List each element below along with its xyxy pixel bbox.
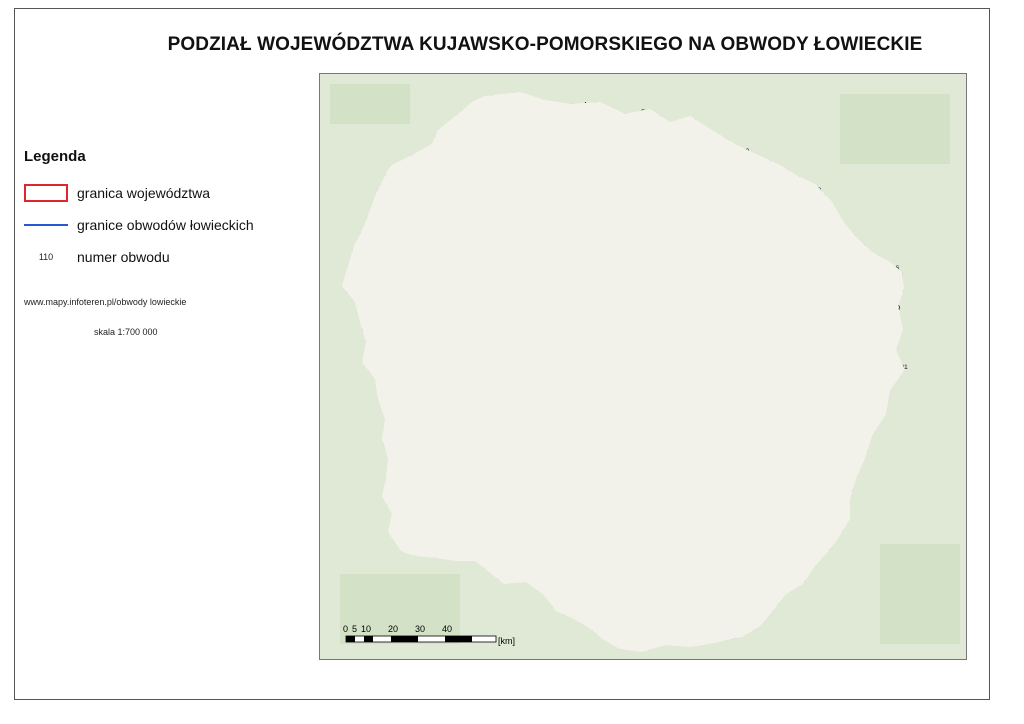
district-number: 115 [544, 283, 556, 291]
district-number: 166 [784, 340, 796, 348]
district-number: 37 [524, 177, 533, 185]
district-number: 271 [423, 488, 435, 496]
district-number: 51 [431, 206, 440, 214]
district-number: 70 [447, 223, 456, 231]
district-number: 12 [579, 127, 587, 135]
district-number: 171 [370, 357, 382, 365]
district-number: 269 [831, 469, 844, 477]
district-number: 240 [650, 445, 662, 452]
district-number: 76 [600, 235, 608, 243]
district-number: 172 [388, 369, 400, 377]
district-number: 71 [469, 235, 477, 243]
scale-tick-label: 0 [343, 624, 349, 634]
district-number: 233 [467, 441, 480, 449]
district-number: 26 [627, 158, 636, 166]
district-number: 116 [577, 275, 589, 283]
district-number: 156 [518, 335, 531, 343]
district-number: 36 [505, 181, 514, 189]
district-number: 258 [573, 459, 586, 467]
district-number: 22 [534, 149, 543, 157]
district-number: 212 [418, 408, 430, 416]
district-number: 197 [531, 385, 543, 392]
district-number: 2 [506, 94, 511, 102]
district-number: 134 [500, 316, 513, 324]
district-number: 122 [739, 291, 752, 299]
district-number: 3 [530, 97, 534, 105]
district-number: 126 [840, 276, 852, 284]
district-number: 216 [529, 408, 541, 416]
district-number: 58 [608, 200, 617, 207]
district-number: 161 [663, 340, 676, 348]
district-number: 185 [736, 355, 748, 363]
district-number: 94 [574, 255, 582, 263]
district-number: 117 [606, 277, 618, 285]
district-number: 230 [394, 445, 406, 453]
district-number: 105 [857, 255, 869, 263]
district-number: 210 [857, 392, 869, 400]
district-number: 56 [547, 203, 555, 211]
district-number: 48 [813, 187, 822, 194]
district-number: 256 [554, 471, 567, 479]
district-number: 131 [416, 306, 428, 314]
district-number: 10 [531, 129, 539, 137]
map-panel[interactable] [319, 73, 967, 660]
district-number: 135 [519, 307, 532, 315]
district-number: 148 [858, 309, 870, 317]
district-number: 31 [397, 178, 406, 186]
district-number: 79 [681, 227, 690, 235]
district-number: 137 [572, 306, 585, 314]
district-number: 143 [732, 313, 744, 321]
district-number: 177 [531, 355, 544, 362]
scale-tick-label: 40 [442, 624, 453, 634]
legend [24, 148, 314, 273]
district-number: 219 [601, 413, 613, 421]
district-number: 259 [611, 458, 624, 466]
district-number: 102 [785, 250, 797, 258]
district-number: 114 [526, 277, 538, 284]
district-number: 191 [896, 364, 908, 372]
district-number: 254 [524, 464, 536, 471]
legend-label: granica województwa [77, 185, 211, 201]
district-number: 110 [422, 280, 434, 288]
legend-item-voivodeship-border [24, 177, 314, 209]
district-number: 251 [446, 461, 459, 469]
district-number: 52 [452, 203, 461, 211]
district-number: 88 [428, 260, 437, 268]
district-number: 159 [603, 338, 615, 346]
district-number: 262 [683, 467, 695, 475]
district-number: 248 [858, 436, 870, 444]
district-number: 61 [681, 197, 689, 205]
district-number: 67 [365, 226, 374, 234]
district-number: 40 [601, 176, 609, 184]
district-number: 244 [764, 434, 776, 442]
district-number: 232 [456, 431, 468, 439]
district-number: 64 [757, 208, 765, 215]
district-number: 183 [674, 353, 686, 361]
district-number: 206 [761, 384, 773, 392]
district-number: 46 [764, 179, 773, 187]
district-number: 120 [689, 289, 702, 297]
district-number: 100 [738, 264, 750, 272]
district-number: 260 [635, 458, 647, 466]
district-number: 181 [622, 356, 634, 364]
district-number: 243 [737, 433, 749, 440]
district-number: 237 [580, 446, 593, 454]
district-number: 50 [397, 198, 405, 206]
district-number: 231 [425, 442, 438, 450]
district-number: 261 [655, 459, 667, 467]
district-number: 187 [779, 361, 792, 369]
district-number: 199 [575, 394, 587, 402]
district-number: 213 [442, 408, 455, 416]
district-number: 153 [446, 332, 459, 339]
district-number: 247 [833, 441, 845, 449]
scale-tick-label: 10 [361, 624, 372, 634]
district-number: 195 [470, 382, 482, 390]
district-number: 97 [660, 255, 668, 263]
district-number: 188 [804, 362, 817, 370]
scale-tick-label: 20 [388, 624, 399, 634]
district-number: 186 [756, 361, 768, 369]
district-number: 14 [631, 126, 639, 134]
district-number: 53 [480, 210, 488, 217]
district-number: 108 [370, 276, 383, 284]
district-number: 18 [417, 161, 426, 169]
district-number: 263 [707, 472, 719, 480]
district-number: 268 [817, 468, 829, 476]
district-number: 95 [611, 261, 619, 269]
district-number: 194 [455, 393, 468, 401]
district-number: 168 [839, 336, 851, 344]
district-number: 55 [534, 209, 542, 216]
district-number: 93 [555, 258, 563, 266]
district-number: 99 [708, 264, 716, 272]
legend-item-district-number [24, 241, 314, 273]
district-number: 163 [705, 333, 717, 341]
district-number: 222 [680, 413, 693, 421]
district-number: 4 [583, 101, 587, 109]
district-number: 180 [606, 353, 619, 361]
district-number: 229 [867, 419, 880, 427]
map-svg[interactable] [320, 74, 966, 659]
district-number: 155 [503, 332, 516, 340]
district-number: 173 [424, 357, 436, 365]
district-number: 42 [657, 177, 665, 185]
district-number: 54 [502, 204, 510, 212]
district-number: 174 [444, 368, 456, 376]
district-number: 80 [713, 231, 722, 239]
district-number: 8 [496, 126, 501, 134]
district-number: 221 [661, 420, 674, 428]
district-number: 208 [817, 391, 830, 399]
district-number: 209 [841, 389, 853, 396]
district-number: 87 [404, 259, 413, 267]
district-number: 89 [446, 258, 455, 266]
district-number: 147 [837, 315, 850, 323]
district-number: 111 [444, 283, 456, 291]
district-number: 215 [497, 407, 510, 415]
district-number: 75 [578, 224, 586, 231]
district-number: 112 [475, 278, 487, 286]
district-number: 47 [794, 182, 803, 190]
district-number: 65 [783, 209, 792, 217]
district-number: 81 [731, 233, 740, 241]
district-number: 252 [475, 457, 488, 465]
district-number: 29 [710, 158, 719, 166]
district-number: 128 [887, 290, 899, 298]
district-number: 28 [677, 145, 686, 153]
district-number: 5 [641, 109, 645, 116]
district-number: 157 [551, 336, 563, 344]
district-number: 169 [861, 337, 874, 345]
district-number: 226 [779, 407, 791, 415]
district-number: 103 [818, 255, 830, 262]
district-number: 74 [552, 227, 561, 235]
district-number: 239 [635, 433, 647, 441]
legend-item-district-borders [24, 209, 314, 241]
district-number: 68 [398, 227, 406, 235]
district-number: 190 [871, 358, 883, 366]
district-number: 267 [791, 469, 803, 477]
district-number: 189 [841, 364, 853, 372]
district-number: 113 [501, 286, 513, 294]
source-url: www.mapy.infoteren.pl/obwody lowieckie [24, 297, 187, 307]
district-number: 63 [728, 203, 737, 211]
district-number: 83 [786, 238, 794, 246]
district-number: 211 [394, 409, 406, 417]
district-number: 246 [815, 431, 827, 439]
district-number: 142 [714, 312, 726, 320]
district-number: 223 [710, 407, 722, 415]
district-number: 145 [790, 305, 803, 313]
district-number: 176 [502, 359, 514, 367]
district-number: 25 [608, 159, 617, 167]
district-number: 205 [735, 392, 747, 400]
district-number: 214 [470, 413, 483, 421]
district-number: 193 [423, 391, 435, 399]
district-number: 30 [741, 147, 750, 155]
district-number: 123 [765, 287, 778, 295]
district-number: 154 [466, 334, 478, 342]
district-number: 96 [632, 257, 641, 265]
district-number: 202 [661, 395, 673, 403]
blue-line-swatch-icon [24, 224, 68, 226]
district-number: 121 [703, 275, 715, 283]
district-number: 17 [706, 131, 715, 139]
district-number: 86 [369, 252, 377, 259]
district-number: 184 [703, 362, 716, 370]
district-number: 164 [740, 338, 753, 346]
district-number: 170 [883, 334, 896, 342]
district-number: 220 [623, 415, 635, 423]
district-number: 160 [634, 328, 646, 336]
district-number: 15 [654, 123, 662, 131]
legend-heading: Legenda [24, 148, 86, 165]
district-number: 49 [374, 210, 382, 218]
district-number: 66 [811, 212, 819, 219]
legend-label: numer obwodu [77, 249, 170, 265]
district-number: 124 [787, 290, 799, 298]
district-number: 21 [496, 158, 504, 166]
district-number: 39 [573, 172, 582, 180]
district-number: 150 [365, 339, 377, 347]
district-number: 16 [688, 121, 696, 129]
scale-unit-label: [km] [498, 636, 515, 646]
district-number: 129 [373, 312, 385, 320]
district-number: 235 [522, 432, 534, 440]
district-number: 62 [717, 205, 726, 213]
district-number: 1 [474, 106, 479, 113]
district-number: 141 [681, 309, 694, 317]
district-number: 57 [579, 213, 588, 221]
district-number: 6 [446, 123, 451, 131]
district-number: 27 [652, 146, 661, 154]
district-number: 144 [759, 305, 772, 313]
district-number: 241 [687, 444, 699, 452]
district-number: 69 [422, 231, 431, 239]
district-number: 106 [887, 265, 900, 273]
district-number: 151 [390, 334, 402, 342]
district-number: 13 [605, 132, 613, 140]
district-number: 236 [556, 436, 569, 443]
district-number: 19 [449, 159, 458, 167]
district-number: 118 [623, 280, 635, 288]
district-number: 85 [833, 226, 842, 234]
district-number: 84 [819, 230, 827, 238]
district-number: 38 [547, 185, 555, 193]
scale-text: skala 1:700 000 [94, 327, 158, 337]
district-number: 43 [684, 186, 693, 193]
district-number: 132 [441, 305, 453, 313]
district-number: 238 [597, 434, 610, 442]
district-number: 107 [349, 285, 361, 293]
district-number: 34 [473, 186, 482, 194]
district-number: 127 [866, 281, 878, 289]
district-number: 250 [416, 460, 428, 468]
district-number: 179 [582, 367, 594, 375]
district-number: 265 [729, 460, 741, 468]
district-number: 136 [545, 303, 557, 311]
district-number: 162 [689, 331, 701, 339]
district-number: 228 [833, 418, 845, 426]
district-number: 78 [658, 228, 667, 235]
district-number: 11 [561, 124, 569, 132]
district-number: 98 [677, 251, 686, 259]
district-number: 242 [707, 440, 720, 448]
district-number: 245 [780, 444, 792, 452]
district-number: 175 [470, 365, 482, 373]
district-number: 92 [525, 254, 534, 262]
district-number: 217 [545, 408, 557, 416]
district-number: 224 [740, 414, 753, 421]
district-number: 253 [495, 472, 508, 480]
district-number: 24 [583, 156, 592, 164]
district-number: 130 [388, 305, 400, 313]
district-number: 192 [396, 391, 408, 399]
district-number: 32 [416, 183, 424, 191]
district-number: 45 [730, 185, 738, 193]
district-number: 44 [710, 178, 719, 186]
scale-tick-label: 5 [352, 624, 358, 634]
map-title: PODZIAŁ WOJEWÓDZTWA KUJAWSKO-POMORSKIEGO NA OBWODY ŁOWIECKIE [167, 34, 923, 55]
district-number: 41 [624, 181, 633, 189]
district-number: 182 [653, 369, 665, 377]
district-number: 73 [534, 225, 543, 233]
district-number: 109 [395, 278, 408, 285]
district-number: 101 [759, 263, 771, 271]
district-number: 104 [834, 253, 846, 261]
district-number: 225 [756, 413, 768, 421]
district-number: 152 [426, 328, 438, 336]
district-number: 207 [791, 391, 803, 399]
district-number: 133 [474, 310, 486, 317]
district-number: 140 [653, 314, 665, 322]
district-number: 72 [501, 232, 510, 240]
district-number: 7 [477, 120, 482, 128]
district-number: 23 [546, 148, 555, 155]
district-number: 20 [477, 153, 486, 160]
district-number: 59 [635, 200, 643, 208]
district-number: 167 [807, 340, 819, 348]
district-number: 77 [637, 224, 646, 231]
district-number: 198 [550, 383, 562, 391]
district-number: 196 [503, 384, 515, 392]
district-number: 234 [507, 447, 520, 455]
legend-label: granice obwodów łowieckich [77, 217, 254, 233]
district-number: 125 [804, 280, 816, 288]
scale-tick-label: 30 [415, 624, 426, 634]
district-number: 204 [705, 390, 718, 398]
district-number: 146 [814, 308, 826, 316]
district-number: 82 [768, 238, 776, 246]
district-number: 200 [611, 379, 623, 387]
district-number: 90 [470, 260, 478, 268]
district-number: 165 [766, 334, 778, 342]
red-border-swatch-icon [24, 184, 68, 202]
district-number: 227 [814, 416, 826, 423]
district-number: 266 [760, 464, 772, 472]
district-number: 139 [623, 308, 636, 316]
district-number: 249 [393, 459, 405, 467]
district-number: 203 [686, 382, 698, 390]
district-number: 218 [571, 414, 584, 422]
number-sample: 110 [38, 252, 54, 262]
district-number: 138 [598, 306, 610, 314]
district-number: 178 [546, 353, 558, 361]
district-number: 33 [449, 183, 457, 191]
district-number: 158 [570, 340, 582, 348]
district-number: 119 [655, 286, 667, 294]
district-number: 91 [509, 259, 518, 267]
district-number: 270 [388, 489, 401, 496]
district-number: 201 [627, 384, 639, 392]
district-number: 149 [889, 305, 901, 313]
district-number: 60 [653, 205, 661, 213]
